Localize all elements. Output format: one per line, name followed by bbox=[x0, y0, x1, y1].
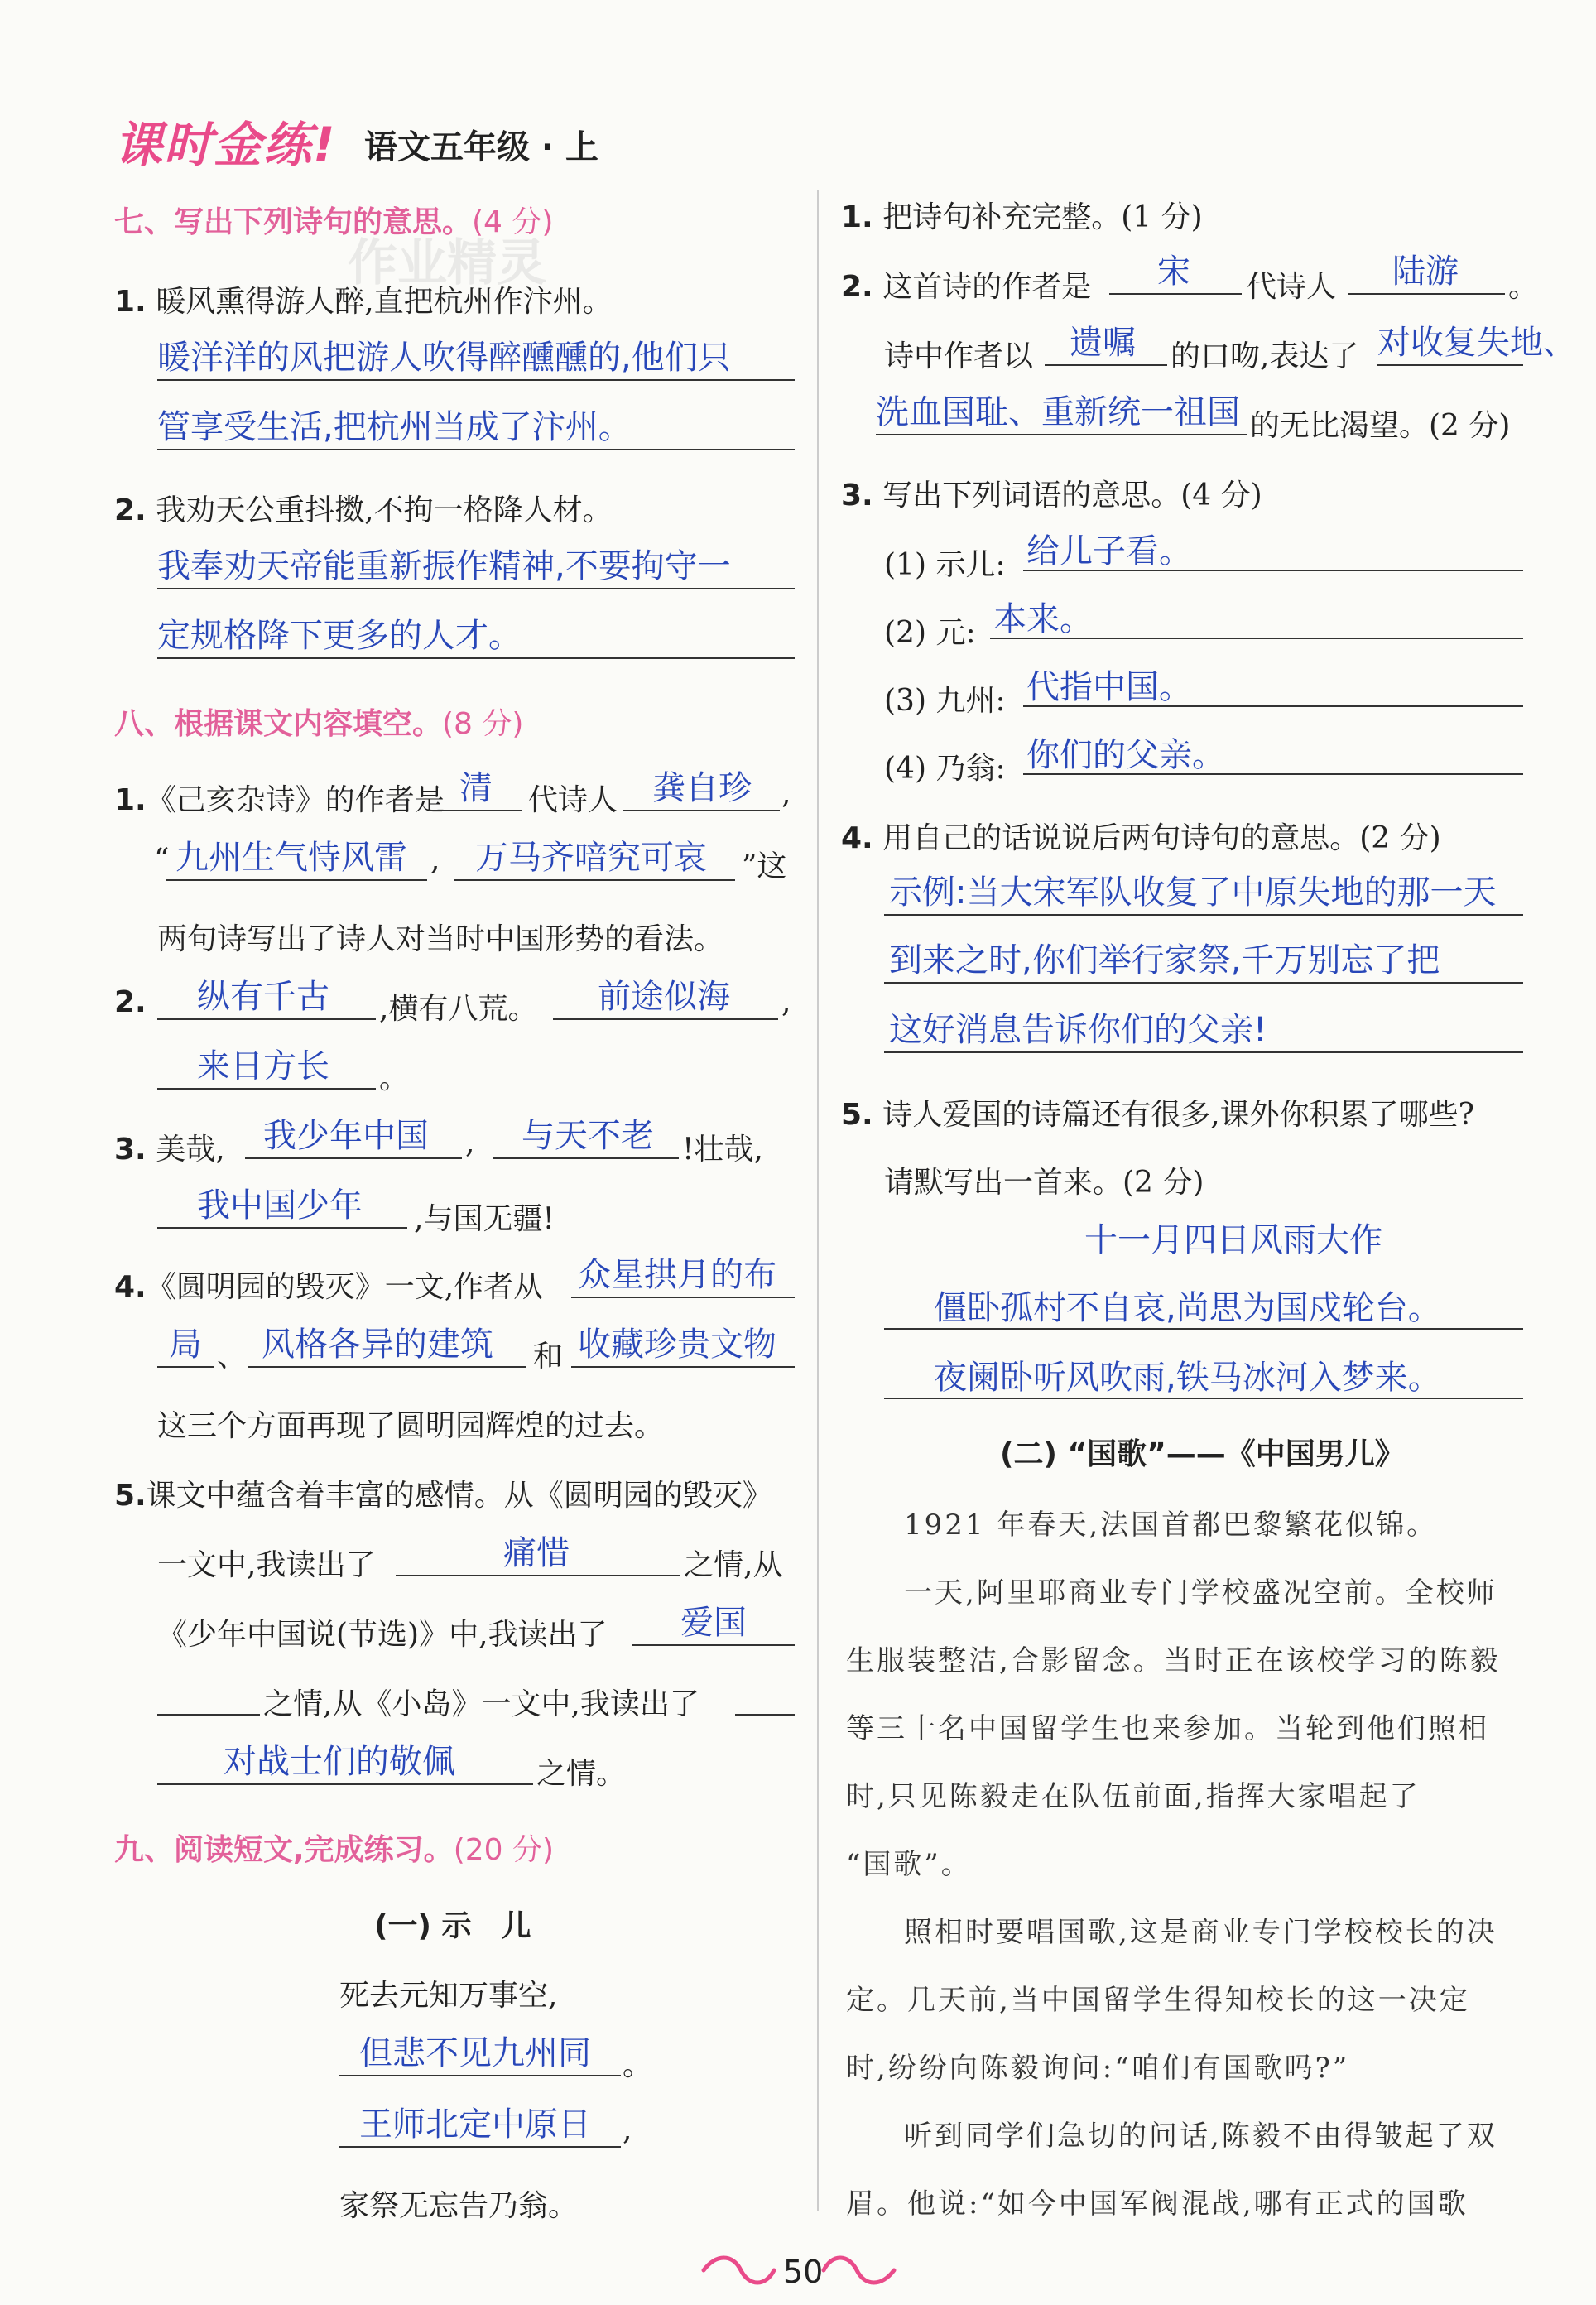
q8-2-text-a: ,横有八荒。 bbox=[379, 992, 538, 1026]
q8-5-answer-1: 痛惜 bbox=[503, 1534, 570, 1572]
answer-line bbox=[157, 379, 795, 381]
q8-4-answer-1b: 局 bbox=[169, 1326, 202, 1364]
brand-logo: 课时金练! bbox=[114, 117, 337, 173]
q8-2-answer-1: 纵有千古 bbox=[197, 978, 329, 1016]
q7-2-text: 我劝天公重抖擞,不拘一格降人材。 bbox=[156, 493, 613, 527]
r-q5-answer-title: 十一月四日风雨大作 bbox=[1084, 1221, 1382, 1259]
blank-line bbox=[735, 1714, 795, 1716]
q8-3-answer-1: 我少年中国 bbox=[263, 1117, 429, 1155]
r-q1-text: 把诗句补充完整。(1 分) bbox=[882, 200, 1203, 234]
q8-2-number bbox=[114, 985, 147, 1019]
q7-2-answer-2: 定规格降下更多的人才。 bbox=[157, 617, 522, 655]
section-7-title bbox=[114, 199, 553, 241]
q8-4-number: 4. bbox=[114, 1270, 147, 1304]
answer-line bbox=[884, 1051, 1523, 1053]
poem-punct-2: 。 bbox=[623, 2048, 653, 2082]
q8-4-text-d: 这三个方面再现了圆明园辉煌的过去。 bbox=[157, 1409, 665, 1443]
r-q5-answer-2: 僵卧孤村不自哀,尚思为国戍轮台。 bbox=[934, 1289, 1441, 1327]
r-q2-text-e: 的口吻,表达了 bbox=[1171, 339, 1359, 373]
article-p3-3: 时,纷纷向陈毅询问:“咱们有国歌吗?” bbox=[846, 2052, 1350, 2085]
r-q2-answer-tone: 遗嘱 bbox=[1070, 324, 1136, 362]
section-7-points: (4 分) bbox=[472, 205, 554, 239]
blank-line bbox=[157, 1018, 376, 1020]
article-p2-1: 一天,阿里耶商业专门学校盛况空前。全校师 bbox=[904, 1576, 1497, 1610]
r-q5-line1 bbox=[841, 1091, 1474, 1133]
r-q2-text-b: 代诗人 bbox=[1247, 270, 1337, 304]
blank-line bbox=[157, 1088, 376, 1090]
q8-1-text-d: 两句诗写出了诗人对当时中国形势的看法。 bbox=[157, 922, 724, 956]
blank-line bbox=[166, 879, 427, 881]
section-9-label: 九、阅读短文,完成练习。 bbox=[114, 1833, 454, 1867]
blank-line bbox=[1023, 705, 1523, 707]
q8-5-answer-2: 爱国 bbox=[680, 1604, 747, 1642]
q8-4-text-a: 《圆明园的毁灭》一文,作者从 bbox=[146, 1270, 544, 1304]
q8-5-text-e: 之情,从《小岛》一文中,我读出了 bbox=[263, 1687, 699, 1721]
r-q3-text: 写出下列词语的意思。(4 分) bbox=[882, 479, 1262, 512]
q8-5-text-a: 课文中蕴含着丰富的感情。从《圆明园的毁灭》 bbox=[146, 1479, 772, 1513]
blank-line bbox=[876, 434, 1247, 435]
q7-2-answer-1: 我奉劝天帝能重新振作精神,不要拘守一 bbox=[157, 547, 731, 585]
article-p2-4: 时,只见陈毅走在队伍前面,指挥大家唱起了 bbox=[846, 1780, 1421, 1813]
poem-answer-2: 但悲不见九州同 bbox=[359, 2034, 591, 2072]
r-q3-4-label: (4) 乃翁: bbox=[884, 752, 1006, 786]
r-q2-answer-dynasty: 宋 bbox=[1157, 253, 1190, 291]
blank-line bbox=[571, 1297, 795, 1298]
r-q3-number: 3. bbox=[841, 479, 873, 512]
r-q2-answer-4: 对收复失地、 bbox=[1377, 324, 1576, 362]
q8-3-answer-2: 与天不老 bbox=[522, 1117, 654, 1155]
r-q2-text-f: 的无比渴望。(2 分) bbox=[1250, 409, 1511, 443]
r-q3-3-label: (3) 九州: bbox=[884, 684, 1006, 718]
blank-line bbox=[1023, 570, 1523, 571]
blank-line bbox=[454, 879, 735, 881]
article-p3-2: 定。几天前,当中国留学生得知校长的这一决定 bbox=[846, 1984, 1470, 2017]
q8-1-quote-open: “ bbox=[154, 843, 170, 877]
blank-line bbox=[553, 1018, 778, 1020]
section-9-points: (20 分) bbox=[453, 1833, 555, 1867]
article-p4-1: 听到同学们急切的问话,陈毅不由得皱起了双 bbox=[904, 2120, 1497, 2153]
blank-line bbox=[1023, 773, 1523, 775]
q8-3-text-a: 美哉, bbox=[156, 1133, 225, 1167]
section-9-title bbox=[114, 1826, 554, 1869]
blank-line bbox=[429, 810, 522, 811]
article-p2-5: “国歌”。 bbox=[846, 1848, 972, 1881]
q7-1-answer-2: 管享受生活,把杭州当成了汴州。 bbox=[157, 408, 632, 446]
article-p2-2: 生服装整洁,合影留念。当时正在该校学习的陈毅 bbox=[846, 1644, 1501, 1677]
section-8-title bbox=[114, 700, 523, 743]
r-q5-text2: 请默写出一首来。(2 分) bbox=[884, 1166, 1204, 1200]
r-q2-line1 bbox=[841, 263, 1091, 306]
section-7-label: 七、写出下列诗句的意思。 bbox=[114, 205, 473, 239]
r-q4-answer-2: 到来之时,你们举行家祭,千万别忘了把 bbox=[889, 941, 1440, 979]
q8-1-text-a: 《己亥杂诗》的作者是 bbox=[146, 783, 445, 817]
answer-line bbox=[884, 1328, 1523, 1330]
q8-1-comma: , bbox=[430, 843, 440, 877]
blank-line bbox=[248, 1366, 526, 1368]
q8-3-answer-3: 我中国少年 bbox=[197, 1186, 363, 1225]
r-q3-2-answer: 本来。 bbox=[993, 600, 1093, 638]
answer-line bbox=[884, 914, 1523, 916]
poem-punct-3: , bbox=[623, 2113, 632, 2147]
blank-line bbox=[571, 1366, 795, 1368]
q8-4-line1 bbox=[114, 1263, 543, 1306]
q8-2-num: 2. bbox=[114, 985, 147, 1019]
blank-line bbox=[157, 1366, 214, 1368]
q8-5-text-b: 一文中,我读出了 bbox=[157, 1548, 376, 1582]
r-q3-3-answer: 代指中国。 bbox=[1026, 668, 1192, 706]
answer-line bbox=[157, 449, 795, 450]
r-q3-4-answer: 你们的父亲。 bbox=[1026, 736, 1225, 774]
q8-5-text-c: 之情,从 bbox=[684, 1548, 783, 1582]
answer-line bbox=[884, 1398, 1523, 1399]
subject-title: 语文五年级 · 上 bbox=[364, 128, 599, 166]
q7-1-answer-1: 暖洋洋的风把游人吹得醉醺醺的,他们只 bbox=[157, 339, 731, 377]
blank-line bbox=[1348, 293, 1505, 295]
page-number: 50 bbox=[783, 2254, 824, 2290]
r-q5-number: 5. bbox=[841, 1098, 873, 1132]
q8-1-line1 bbox=[114, 777, 445, 819]
poem-title: (一) 示 儿 bbox=[374, 1909, 531, 1943]
q8-3-text-d: ,与国无疆! bbox=[414, 1202, 555, 1236]
blank-line bbox=[1377, 364, 1523, 366]
section-8-label: 八、根据课文内容填空。 bbox=[114, 707, 443, 741]
q8-5-number: 5. bbox=[114, 1479, 147, 1513]
q8-5-line1 bbox=[114, 1472, 772, 1514]
r-q2-answer-poet: 陆游 bbox=[1392, 253, 1459, 291]
r-q3-2-label: (2) 元: bbox=[884, 616, 976, 650]
q8-3-number: 3. bbox=[114, 1133, 147, 1167]
watermark: 作业精灵 bbox=[348, 234, 546, 292]
q7-1-number: 1. bbox=[114, 285, 147, 319]
q8-5-text-d: 《少年中国说(节选)》中,我读出了 bbox=[157, 1618, 608, 1652]
r-q3 bbox=[841, 472, 1262, 514]
r-q4-answer-3: 这好消息告诉你们的父亲! bbox=[889, 1011, 1267, 1049]
r-q2-answer-5: 洗血国耻、重新统一祖国 bbox=[876, 393, 1240, 431]
answer-line bbox=[157, 588, 795, 589]
q8-5-answer-3: 对战士们的敬佩 bbox=[224, 1743, 455, 1781]
poem-answer-3: 王师北定中原日 bbox=[359, 2105, 591, 2144]
article-p3-1: 照相时要唱国歌,这是商业专门学校校长的决 bbox=[904, 1916, 1497, 1949]
q8-2-text-c: 。 bbox=[379, 1061, 410, 1095]
q8-4-text-b: 、 bbox=[217, 1340, 248, 1374]
q8-5-text-f: 之情。 bbox=[536, 1757, 627, 1791]
blank-line bbox=[493, 1157, 679, 1159]
r-q1-number: 1. bbox=[841, 200, 873, 234]
blank-line bbox=[1109, 293, 1242, 295]
q8-2-answer-3: 来日方长 bbox=[197, 1047, 329, 1085]
r-q2-text-c: 。 bbox=[1508, 270, 1539, 304]
blank-line bbox=[245, 1157, 462, 1159]
q8-4-answer-3: 收藏珍贵文物 bbox=[578, 1326, 776, 1364]
r-q4 bbox=[841, 815, 1441, 857]
q8-1-quote-close: ”这 bbox=[742, 849, 787, 883]
article-title: (二) “国歌”——《中国男儿》 bbox=[1000, 1437, 1405, 1471]
r-q2-text-d: 诗中作者以 bbox=[884, 339, 1034, 373]
answer-line bbox=[157, 657, 795, 659]
blank-line bbox=[632, 1644, 795, 1646]
q7-2 bbox=[114, 487, 613, 529]
q8-1-answer-line2: 万马齐喑究可哀 bbox=[475, 839, 707, 877]
answer-line bbox=[884, 982, 1523, 984]
blank-line bbox=[157, 1783, 533, 1785]
article-p2-3: 等三十名中国留学生也来参加。当轮到他们照相 bbox=[846, 1712, 1489, 1745]
r-q3-1-answer: 给儿子看。 bbox=[1026, 532, 1192, 570]
r-q2-text-a: 这首诗的作者是 bbox=[882, 270, 1092, 304]
poem-line-4: 家祭无忘告乃翁。 bbox=[339, 2189, 579, 2223]
r-q5-answer-3: 夜阑卧听风吹雨,铁马冰河入梦来。 bbox=[934, 1359, 1441, 1397]
q8-3-line1 bbox=[114, 1126, 225, 1168]
q8-1-text-b: 代诗人 bbox=[528, 783, 618, 817]
q8-1-answer-dynasty: 清 bbox=[459, 769, 493, 807]
blank-line bbox=[1045, 364, 1167, 366]
blank-line bbox=[339, 2075, 621, 2076]
q8-3-text-b: , bbox=[465, 1126, 475, 1160]
r-q4-number: 4. bbox=[841, 821, 873, 855]
q8-1-number: 1. bbox=[114, 783, 147, 817]
r-q1 bbox=[841, 194, 1203, 236]
q7-1 bbox=[114, 278, 613, 320]
q8-1-answer-poet: 龚自珍 bbox=[652, 769, 752, 807]
blank-line bbox=[339, 2146, 621, 2148]
q8-1-text-c: , bbox=[781, 777, 791, 811]
blank-line bbox=[157, 1227, 407, 1229]
article-p4-2: 眉。他说:“如今中国军阀混战,哪有正式的国歌 bbox=[846, 2187, 1469, 2221]
r-q2-number: 2. bbox=[841, 270, 873, 304]
section-8-points: (8 分) bbox=[442, 707, 524, 741]
q8-3-text-c: !壮哉, bbox=[682, 1133, 763, 1167]
q8-2-text-b: , bbox=[781, 985, 791, 1019]
q8-2-answer-2: 前途似海 bbox=[598, 978, 730, 1016]
r-q4-answer-1: 示例:当大宋军队收复了中原失地的那一天 bbox=[889, 873, 1497, 912]
q8-4-text-c: 和 bbox=[533, 1340, 564, 1374]
q8-4-answer-2: 风格各异的建筑 bbox=[262, 1326, 493, 1364]
poem-line-1: 死去元知万事空, bbox=[339, 1979, 558, 2013]
q7-1-text: 暖风熏得游人醉,直把杭州作汴州。 bbox=[156, 285, 613, 319]
blank-line bbox=[990, 638, 1523, 639]
blank-line bbox=[396, 1575, 680, 1576]
blank-line bbox=[157, 1714, 260, 1716]
r-q4-text: 用自己的话说说后两句诗句的意思。(2 分) bbox=[882, 821, 1441, 855]
column-divider bbox=[817, 190, 819, 2211]
q7-2-number: 2. bbox=[114, 493, 147, 527]
blank-line bbox=[623, 810, 780, 811]
r-q3-1-label: (1) 示儿: bbox=[884, 548, 1006, 582]
q8-1-answer-line1: 九州生气恃风雷 bbox=[175, 839, 407, 877]
q8-4-answer-1: 众星拱月的布 bbox=[578, 1256, 776, 1294]
r-q5-text1: 诗人爱国的诗篇还有很多,课外你积累了哪些? bbox=[882, 1098, 1474, 1132]
article-p1: 1921 年春天,法国首都巴黎繁花似锦。 bbox=[904, 1509, 1438, 1542]
